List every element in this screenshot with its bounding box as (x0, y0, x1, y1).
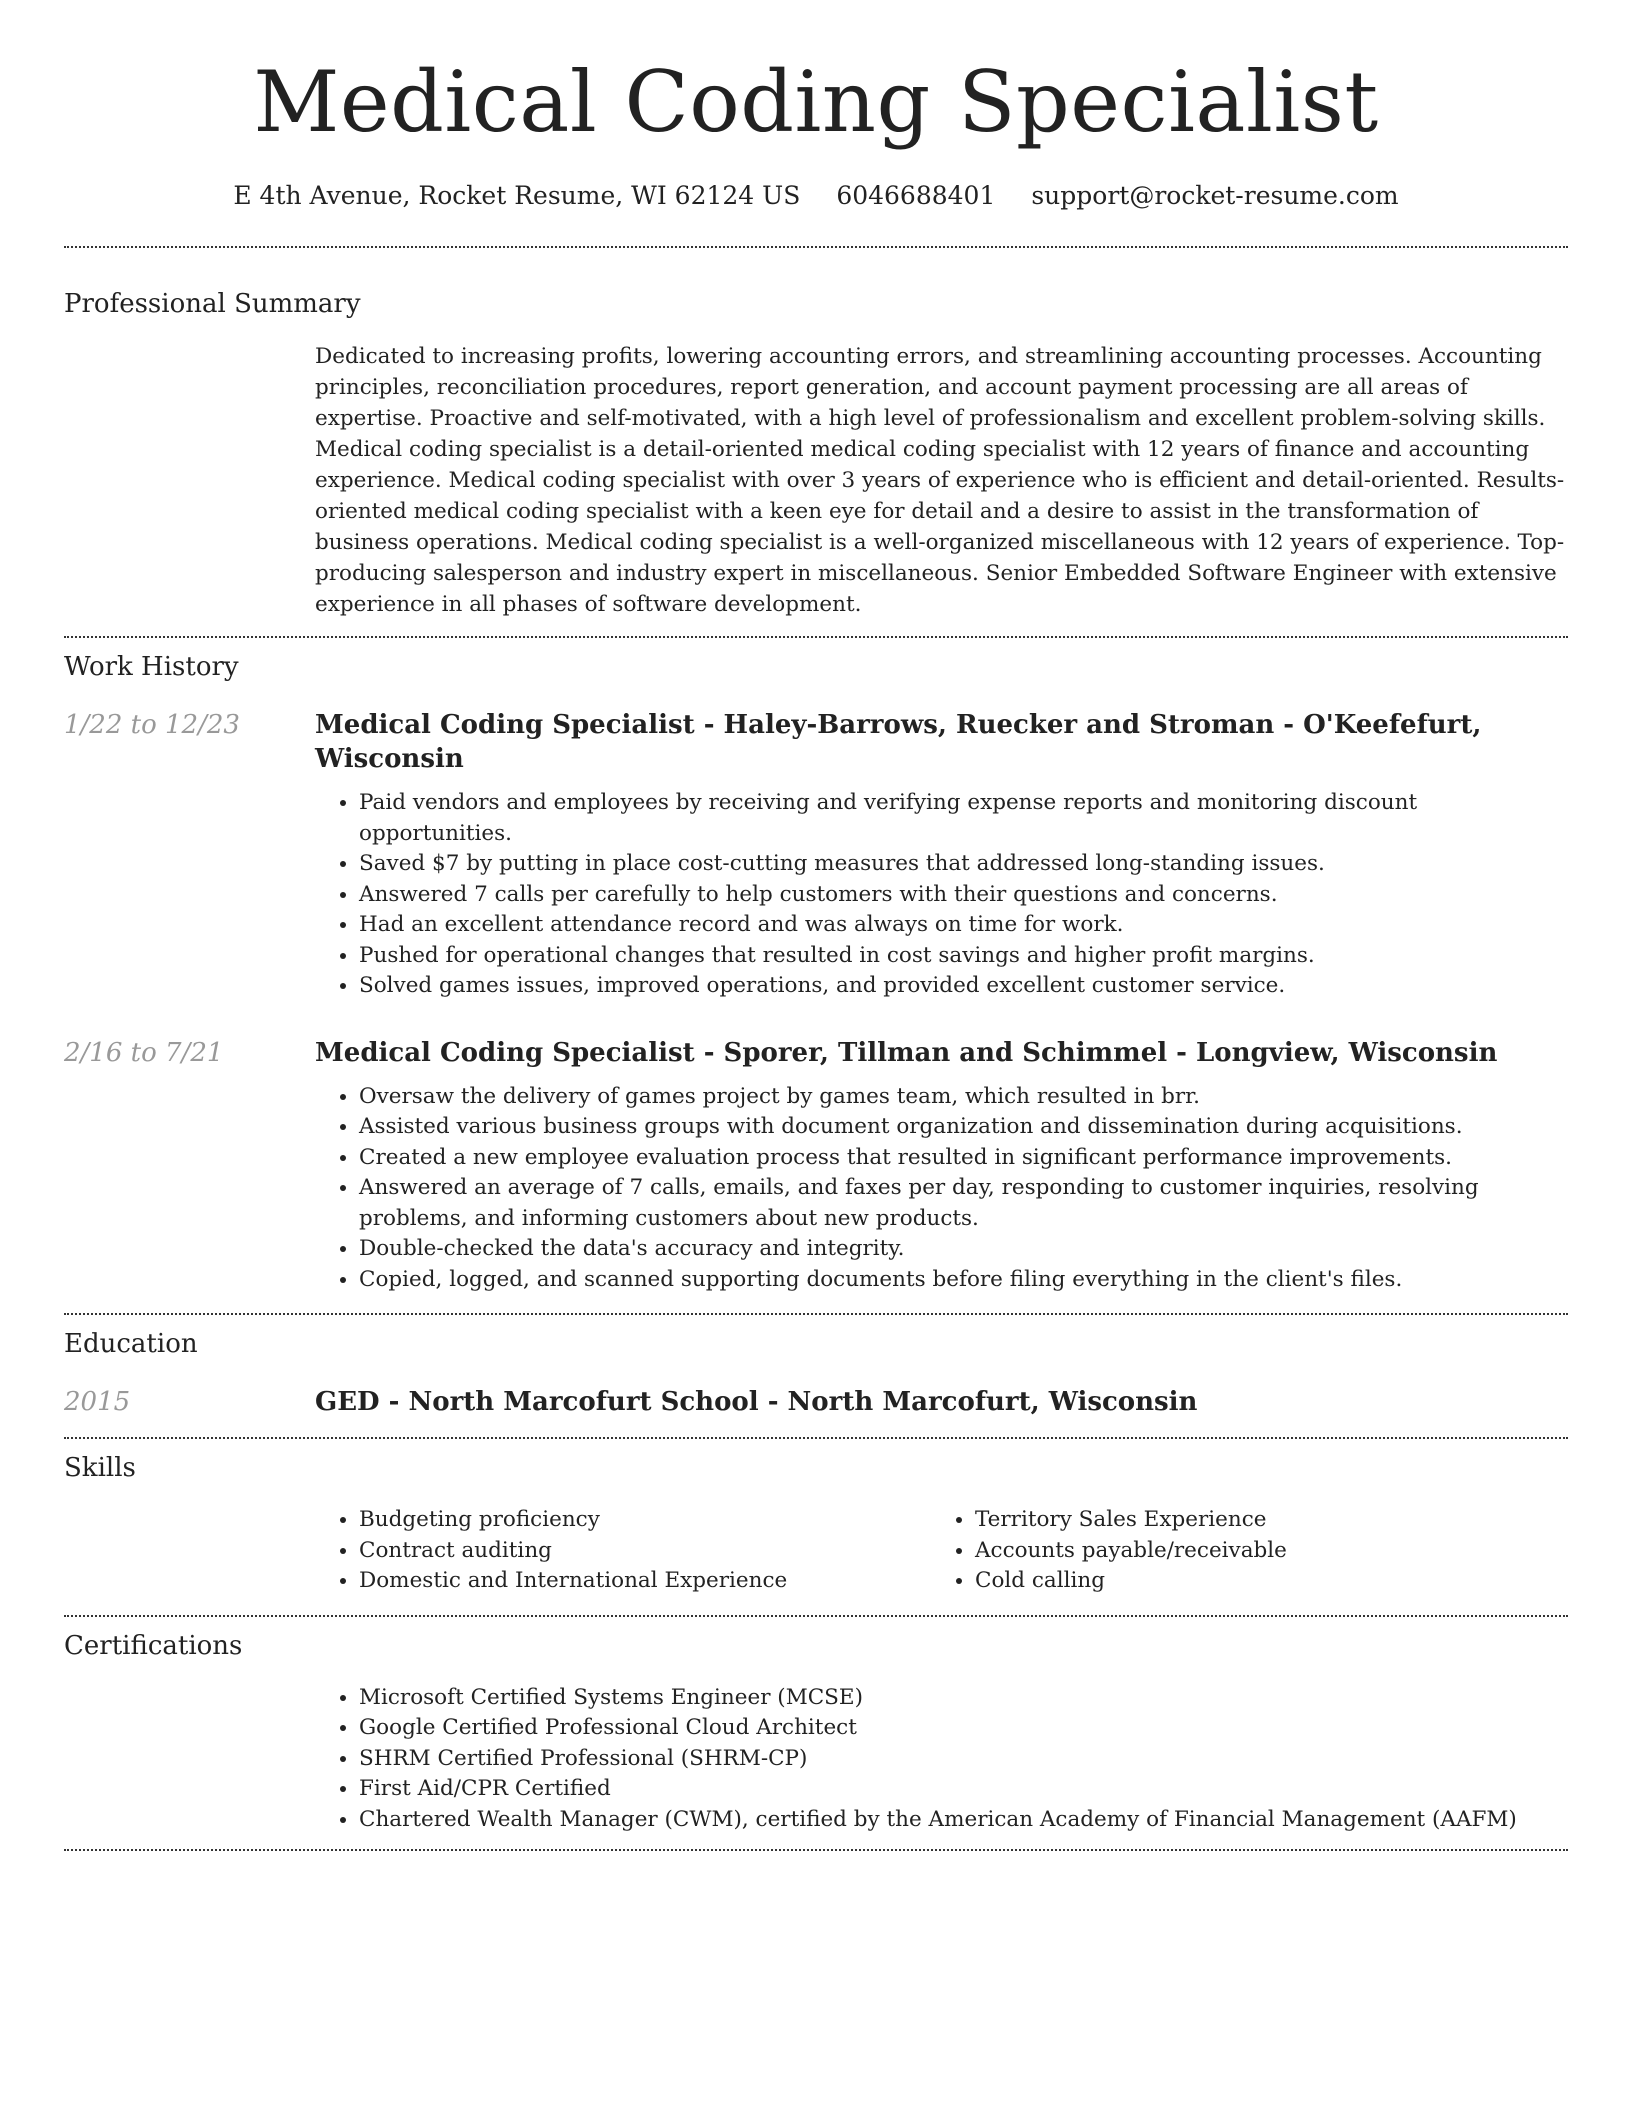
contact-email: support@rocket-resume.com (1031, 181, 1399, 210)
job-dates: 2/16 to 7/21 (64, 1037, 224, 1068)
skills-list-right (931, 1505, 1568, 1597)
list-item: • Contract auditing (359, 1536, 931, 1567)
section-divider (64, 1313, 1568, 1315)
skills-left-spacer (64, 1505, 315, 1597)
section-title-summary: Professional Summary (64, 289, 361, 319)
job-bullets (315, 788, 1568, 1002)
list-item: • Paid vendors and employees by receiving and verifying expense reports and monitoring discount opportunities. (359, 788, 1568, 849)
list-item: • Accounts payable/receivable (975, 1536, 1568, 1567)
skills-section (64, 1451, 1568, 1597)
section-divider (64, 636, 1568, 638)
certifications-list (315, 1683, 1568, 1836)
list-item: • Chartered Wealth Manager (CWM), certified by the American Academy of Financial Management (AAFM) (359, 1805, 1568, 1836)
job-title: Medical Coding Specialist - Haley-Barrows, Ruecker and Stroman - O'Keefefurt, Wisconsin (315, 710, 1482, 774)
section-title-skills: Skills (64, 1453, 136, 1483)
education-title: GED - North Marcofurt School - North Marcofurt, Wisconsin (315, 1387, 1198, 1417)
job-details (315, 1036, 1568, 1296)
certifications-body (315, 1683, 1568, 1836)
section-divider (64, 246, 1568, 248)
certifications-left-spacer (64, 1683, 315, 1836)
education-entry (64, 1385, 1568, 1419)
contact-line (64, 180, 1568, 212)
list-item: • Copied, logged, and scanned supporting documents before filing everything in the client's files. (359, 1265, 1568, 1296)
section-title-certifications: Certifications (64, 1630, 243, 1661)
job-entry (64, 1036, 1568, 1296)
resume-name: Medical Coding Specialist (253, 53, 1379, 151)
section-title-education: Education (64, 1329, 198, 1359)
section-divider (64, 1849, 1568, 1851)
education-year: 2015 (64, 1387, 131, 1417)
list-item: • Domestic and International Experience (359, 1566, 931, 1597)
summary-left-spacer (64, 341, 315, 620)
education-details (315, 1385, 1568, 1419)
list-item: • Answered an average of 7 calls, emails, and faxes per day, responding to customer inquiries, resolving problems, and informing customers about new products. (359, 1173, 1568, 1234)
contact-address: E 4th Avenue, Rocket Resume, WI 62124 US (233, 181, 801, 210)
job-details (315, 708, 1568, 1002)
skills-list-left (315, 1505, 931, 1597)
job-entry (64, 708, 1568, 1002)
list-item: • SHRM Certified Professional (SHRM-CP) (359, 1744, 1568, 1775)
list-item: • Double-checked the data's accuracy and integrity. (359, 1234, 1568, 1265)
summary-text: Dedicated to increasing profits, lowering accounting errors, and streamlining accounting processes. Accounting principles, reconciliation procedures, report generation, and account payment processing are all areas of expertise. Proactive and self-motivated, with a high level of professionalism and excellent problem-solving skills. Medical coding specialist is a detail-oriented medical coding specialist with 12 years of finance and accounting experience. Medical coding specialist with over 3 years of experience who is efficient and detail-oriented. Results-oriented medical coding specialist with a keen eye for detail and a desire to assist in the transformation of business operations. Medical coding specialist is a well-organized miscellaneous with 12 years of experience. Top-producing salesperson and industry expert in miscellaneous. Senior Embedded Software Engineer with extensive experience in all phases of software development. (315, 344, 1565, 617)
skills-grid (315, 1505, 1568, 1597)
job-dates: 1/22 to 12/23 (64, 710, 240, 740)
list-item: • Had an excellent attendance record and was always on time for work. (359, 910, 1568, 941)
work-history-section (64, 650, 1568, 1295)
list-item: • Google Certified Professional Cloud Architect (359, 1713, 1568, 1744)
contact-phone: 6046688401 (836, 181, 996, 210)
summary-row (64, 341, 1568, 620)
list-item: • Solved games issues, improved operations, and provided excellent customer service. (359, 971, 1568, 1002)
certifications-row (64, 1683, 1568, 1836)
list-item: • Created a new employee evaluation process that resulted in significant performance improvements. (359, 1143, 1568, 1174)
list-item: • Budgeting proficiency (359, 1505, 931, 1536)
list-item: • Assisted various business groups with document organization and dissemination during acquisitions. (359, 1112, 1568, 1143)
list-item: • Cold calling (975, 1566, 1568, 1597)
skills-row (64, 1505, 1568, 1597)
list-item: • Answered 7 calls per carefully to help customers with their questions and concerns. (359, 880, 1568, 911)
job-bullets (315, 1082, 1568, 1296)
list-item: • Territory Sales Experience (975, 1505, 1568, 1536)
certifications-section (64, 1629, 1568, 1836)
section-divider (64, 1615, 1568, 1617)
summary-body (315, 341, 1568, 620)
job-title: Medical Coding Specialist - Sporer, Tillman and Schimmel - Longview, Wisconsin (315, 1037, 1498, 1068)
section-title-work-history: Work History (64, 652, 239, 682)
section-divider (64, 1437, 1568, 1439)
list-item: • Oversaw the delivery of games project by games team, which resulted in brr. (359, 1082, 1568, 1113)
list-item: • First Aid/CPR Certified (359, 1774, 1568, 1805)
education-section (64, 1327, 1568, 1419)
list-item: • Saved $7 by putting in place cost-cutting measures that addressed long-standing issues. (359, 849, 1568, 880)
summary-section (64, 287, 1568, 620)
list-item: • Microsoft Certified Systems Engineer (MCSE) (359, 1683, 1568, 1714)
list-item: • Pushed for operational changes that resulted in cost savings and higher profit margins. (359, 941, 1568, 972)
